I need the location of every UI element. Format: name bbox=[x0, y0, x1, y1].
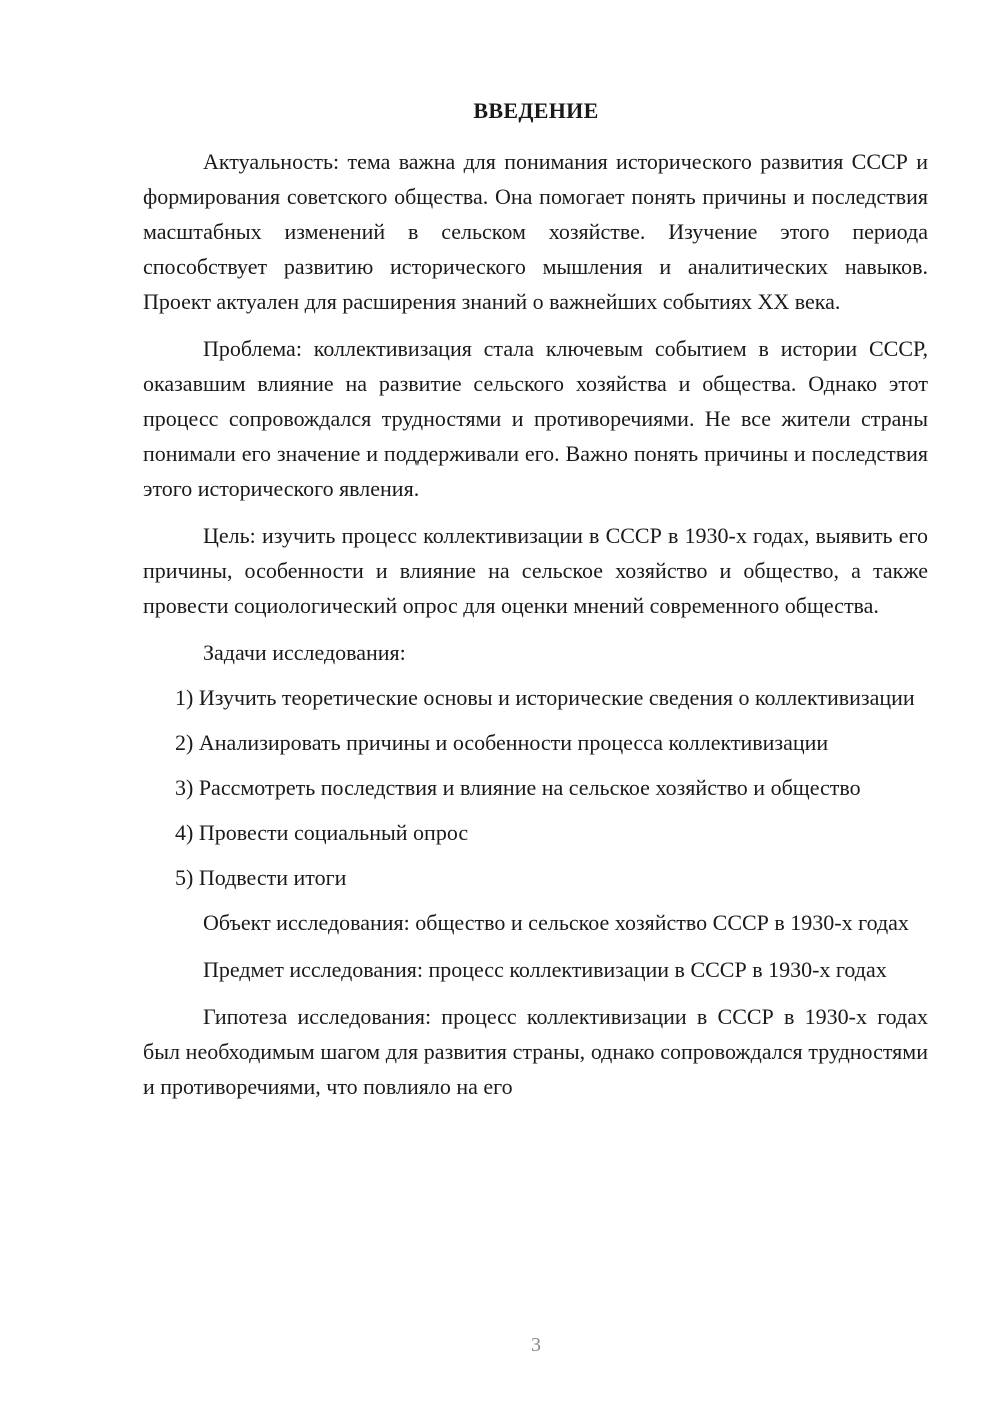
goal-paragraph: Цель: изучить процесс коллективизации в СССР в 1930-х годах, выявить его причины, особенности и влияние на сельское хозяйство и общество, а также провести социологический опрос для оценки мнений современного общества. bbox=[143, 523, 928, 618]
task-item: 2) Анализировать причины и особенности процесса коллективизации bbox=[175, 730, 829, 755]
section-heading: ВВЕДЕНИЕ bbox=[473, 98, 599, 123]
task-item: 3) Рассмотреть последствия и влияние на сельское хозяйство и общество bbox=[175, 775, 861, 800]
page-number: 3 bbox=[531, 1334, 541, 1356]
problem-paragraph: Проблема: коллективизация стала ключевым событием в истории СССР, оказавшим влияние на развитие сельского хозяйства и общества. Однако этот процесс сопровождался трудностями и противоречиями. Не все жители страны понимали его значение и поддерживали его. Важно понять причины и последствия этого исторического явления. bbox=[143, 336, 928, 501]
task-item: 5) Подвести итоги bbox=[175, 865, 347, 890]
subject-paragraph: Предмет исследования: процесс коллективизации в СССР в 1930-х годах bbox=[203, 957, 887, 982]
hypothesis-paragraph: Гипотеза исследования: процесс коллективизации в СССР в 1930-х годах был необходимым шагом для развития страны, однако сопровождался трудностями и противоречиями, что повлияло на его bbox=[143, 1004, 928, 1099]
task-item: 1) Изучить теоретические основы и исторические сведения о коллективизации bbox=[175, 685, 915, 710]
relevance-paragraph: Актуальность: тема важна для понимания исторического развития СССР и формирования советского общества. Она помогает понять причины и последствия масштабных изменений в сельском хозяйстве. Изучение этого периода способствует развитию исторического мышления и аналитических навыков. Проект актуален для расширения знаний о важнейших событиях XX века. bbox=[143, 149, 928, 314]
tasks-title: Задачи исследования: bbox=[203, 640, 406, 665]
page-body bbox=[143, 144, 928, 1116]
task-item: 4) Провести социальный опрос bbox=[175, 820, 469, 845]
object-paragraph: Объект исследования: общество и сельское хозяйство СССР в 1930-х годах bbox=[203, 910, 909, 935]
